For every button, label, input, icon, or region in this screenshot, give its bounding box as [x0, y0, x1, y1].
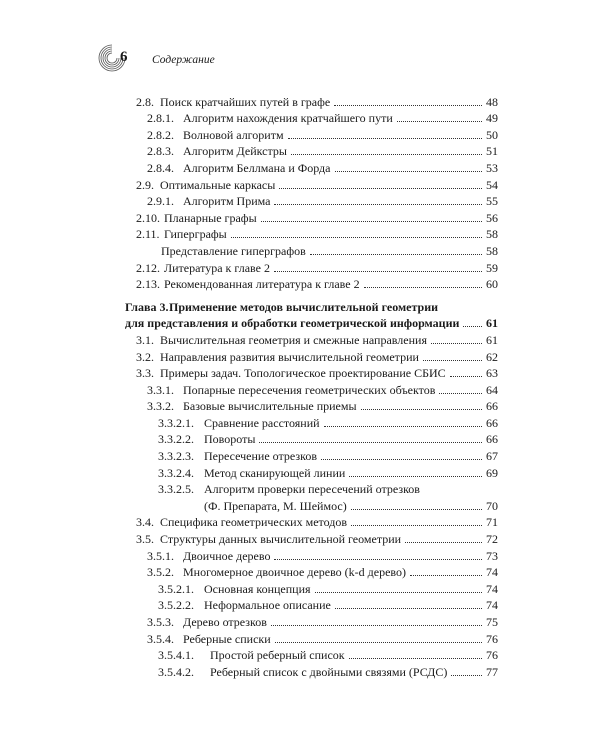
toc-entry-number: 2.8.1.	[147, 111, 174, 126]
toc-page-number: 63	[486, 366, 498, 381]
toc-page-number: 62	[486, 349, 498, 364]
toc-entry-title: Основная концепция	[204, 581, 311, 596]
toc-page-number: 66	[486, 432, 498, 447]
toc-dot-leader	[279, 188, 482, 189]
toc-page-number: 64	[486, 382, 498, 397]
toc-dot-leader	[271, 625, 482, 626]
toc-entry-title: Алгоритм проверки пересечений отрезков	[204, 482, 420, 497]
toc-dot-leader	[351, 525, 482, 526]
toc-entry[interactable]	[125, 158, 498, 175]
toc-entry[interactable]	[125, 208, 498, 225]
toc-entry-title: Алгоритм нахождения кратчайшего пути	[183, 111, 393, 126]
toc-dot-leader	[310, 254, 482, 255]
toc-entry[interactable]	[125, 413, 498, 430]
toc-page-number: 49	[486, 111, 498, 126]
toc-entry-title: Алгоритм Прима	[183, 194, 271, 209]
toc-entry-title: Реберный список с двойными связями (РСДС)	[210, 664, 448, 679]
toc-dot-leader	[291, 154, 482, 155]
toc-entry-title: Попарные пересечения геометрических объектов	[183, 382, 436, 397]
toc-dot-leader	[451, 675, 482, 676]
toc-entry-title: Примеры задач. Топологическое проектирование СБИС	[160, 366, 446, 381]
toc-entry[interactable]	[125, 446, 498, 463]
toc-entry[interactable]	[125, 397, 498, 414]
toc-entry-title: Направления развития вычислительной геометрии	[160, 349, 419, 364]
toc-entry-number: 3.3.	[136, 366, 154, 381]
toc-entry-number: 3.5.1.	[147, 548, 174, 563]
toc-entry-title: Специфика геометрических методов	[160, 515, 348, 530]
toc-page-number: 71	[486, 515, 498, 530]
toc-dot-leader	[439, 393, 482, 394]
toc-page-number: 73	[486, 548, 498, 563]
toc-entry-number: 3.5.2.2.	[158, 598, 194, 613]
toc-page-number: 72	[486, 532, 498, 547]
toc-entry-number: 3.3.1.	[147, 382, 174, 397]
toc-dot-leader	[259, 442, 482, 443]
toc-page-number: 75	[486, 615, 498, 629]
toc-entry[interactable]	[125, 646, 498, 663]
toc-entry-number: 2.9.	[136, 177, 154, 192]
toc-entry-title: Оптимальные каркасы	[160, 177, 276, 192]
toc-entry-title: Сравнение расстояний	[204, 415, 320, 430]
toc-entry[interactable]	[125, 175, 498, 192]
toc-entry-title: (Ф. Препарата, М. Шеймос)	[204, 498, 347, 513]
toc-dot-leader	[351, 509, 482, 510]
toc-page-number: 61	[486, 332, 498, 347]
toc-page-number: 61	[486, 316, 498, 331]
toc-entry[interactable]	[125, 125, 498, 142]
toc-entry[interactable]	[125, 347, 498, 364]
toc-dot-leader	[335, 171, 483, 172]
toc-page-number: 48	[486, 94, 498, 109]
toc-entry-number: 3.5.	[136, 532, 154, 547]
toc-entry-number: 3.2.	[136, 349, 154, 364]
toc-entry[interactable]	[125, 612, 498, 629]
toc-page-number: 76	[486, 631, 498, 646]
toc-page-number: 60	[486, 277, 498, 292]
toc-entry[interactable]	[125, 529, 498, 546]
toc-entry[interactable]	[125, 629, 498, 646]
toc-entry-title: Представление гиперграфов	[161, 243, 306, 258]
toc-entry-title: Реберные списки	[183, 631, 271, 646]
toc-dot-leader	[405, 542, 482, 543]
toc-entry-title: Базовые вычислительные приемы	[183, 399, 357, 414]
toc-entry-title: Метод сканирующей линии	[204, 465, 346, 480]
toc-entry-title: Вычислительная геометрия и смежные направления	[160, 332, 427, 347]
toc-page-number: 74	[486, 598, 498, 613]
toc-entry-title: Двоичное дерево	[183, 548, 271, 563]
toc-dot-leader	[349, 476, 482, 477]
toc-dot-leader	[423, 360, 482, 361]
toc-page-number: 58	[486, 227, 498, 242]
toc-entry[interactable]	[125, 380, 498, 397]
toc-entry[interactable]	[125, 330, 498, 347]
toc-dot-leader	[274, 559, 482, 560]
toc-entry-title: для представления и обработки геометрической информации	[125, 316, 460, 331]
toc-entry-number: 3.3.2.2.	[158, 432, 194, 447]
toc-entry-number: 2.8.4.	[147, 160, 174, 175]
toc-dot-leader	[315, 592, 482, 593]
toc-entry[interactable]	[125, 496, 498, 513]
toc-entry-number: 3.3.2.	[147, 399, 174, 414]
toc-page-number: 67	[486, 449, 498, 464]
toc-entry-title: Гиперграфы	[164, 227, 227, 242]
toc-page-number: 66	[486, 399, 498, 414]
toc-entry-title: Планарные графы	[164, 210, 257, 225]
toc-entry-title: Применение методов вычислительной геометрии	[169, 299, 439, 314]
toc-entry-number: 3.5.2.1.	[158, 581, 194, 596]
toc-dot-leader	[275, 642, 482, 643]
toc-page-number: 50	[486, 127, 498, 142]
toc-entry-number: 3.5.4.	[147, 631, 174, 646]
toc-page-number: 74	[486, 581, 498, 596]
toc-dot-leader	[364, 287, 482, 288]
toc-entry-number: 3.5.3.	[147, 615, 174, 629]
toc-entry-number: 3.1.	[136, 332, 154, 347]
table-of-contents	[125, 92, 498, 679]
toc-entry-number: 3.3.2.1.	[158, 415, 194, 430]
toc-entry-title: Многомерное двоичное дерево (k-d дерево)	[183, 565, 407, 580]
toc-entry-title: Пересечение отрезков	[204, 449, 317, 464]
toc-dot-leader	[410, 575, 482, 576]
toc-entry-title: Рекомендованная литература к главе 2	[164, 277, 360, 292]
toc-entry-number: 2.9.1.	[147, 194, 174, 209]
toc-entry-number: 3.3.2.5.	[158, 482, 194, 497]
toc-entry-number: 3.3.2.4.	[158, 465, 194, 480]
running-title: Содержание	[152, 54, 215, 66]
toc-dot-leader	[324, 426, 482, 427]
toc-dot-leader	[335, 608, 482, 609]
page-header	[92, 42, 512, 74]
toc-entry-number: 3.4.	[136, 515, 154, 530]
toc-page-number: 76	[486, 648, 498, 663]
toc-entry[interactable]	[125, 480, 498, 497]
toc-entry[interactable]	[125, 364, 498, 381]
page-number: 6	[120, 49, 128, 65]
toc-dot-leader	[261, 221, 482, 222]
toc-page-number: 54	[486, 177, 498, 192]
toc-dot-leader	[450, 376, 482, 377]
toc-entry-title: Структуры данных вычислительной геометрии	[160, 532, 402, 547]
toc-entry[interactable]	[125, 579, 498, 596]
toc-entry-number: 2.10.	[136, 210, 160, 225]
toc-page-number: 53	[486, 160, 498, 175]
toc-entry[interactable]	[125, 275, 498, 292]
toc-page-number: 58	[486, 243, 498, 258]
toc-dot-leader	[274, 204, 482, 205]
toc-entry[interactable]	[125, 92, 498, 109]
toc-entry-number: 3.5.2.	[147, 565, 174, 580]
toc-entry[interactable]	[125, 513, 498, 530]
toc-page-number: 51	[486, 144, 498, 159]
toc-page-number: 59	[486, 260, 498, 275]
toc-entry-number: 3.5.4.2.	[158, 664, 194, 679]
toc-entry[interactable]	[125, 192, 498, 209]
toc-entry-title: Волновой алгоритм	[183, 127, 284, 142]
toc-entry-number: 2.13.	[136, 277, 160, 292]
toc-entry[interactable]	[125, 241, 498, 258]
toc-entry[interactable]	[125, 225, 498, 242]
toc-entry-title: Поиск кратчайших путей в графе	[160, 94, 331, 109]
toc-page-number: 77	[486, 664, 498, 679]
toc-page-number: 55	[486, 194, 498, 209]
toc-dot-leader	[274, 271, 482, 272]
toc-entry[interactable]	[125, 563, 498, 580]
toc-dot-leader	[231, 237, 482, 238]
toc-entry[interactable]	[125, 430, 498, 447]
toc-entry[interactable]	[125, 546, 498, 563]
toc-entry-title: Алгоритм Дейкстры	[183, 144, 287, 159]
toc-entry-number: 2.8.2.	[147, 127, 174, 142]
toc-entry-title: Дерево отрезков	[183, 615, 267, 629]
toc-entry[interactable]	[125, 297, 498, 314]
toc-dot-leader	[334, 105, 482, 106]
toc-entry[interactable]	[125, 463, 498, 480]
toc-entry-number: 2.8.3.	[147, 144, 174, 159]
toc-dot-leader	[349, 658, 482, 659]
toc-dot-leader	[463, 326, 482, 327]
toc-entry-number: 3.3.2.3.	[158, 449, 194, 464]
toc-entry-title: Неформальное описание	[204, 598, 331, 613]
toc-entry-title: Алгоритм Беллмана и Форда	[183, 160, 331, 175]
toc-page-number: 70	[486, 498, 498, 513]
toc-entry-title: Повороты	[204, 432, 256, 447]
toc-entry[interactable]	[125, 109, 498, 126]
toc-page-number: 56	[486, 210, 498, 225]
toc-dot-leader	[431, 343, 482, 344]
toc-entry[interactable]	[125, 142, 498, 159]
toc-page-number: 69	[486, 465, 498, 480]
toc-entry-number: 2.8.	[136, 94, 154, 109]
toc-entry[interactable]	[125, 314, 498, 331]
toc-dot-leader	[397, 121, 482, 122]
toc-entry-number: 2.12.	[136, 260, 160, 275]
toc-page-number: 74	[486, 565, 498, 580]
toc-entry-number: 2.11.	[136, 227, 160, 242]
toc-dot-leader	[361, 409, 482, 410]
toc-entry-number: Глава 3.	[125, 299, 169, 314]
toc-page-number: 66	[486, 415, 498, 430]
toc-entry-number: 3.5.4.1.	[158, 648, 194, 663]
toc-dot-leader	[288, 138, 482, 139]
toc-entry[interactable]	[125, 258, 498, 275]
toc-entry[interactable]	[125, 662, 498, 679]
toc-entry-title: Простой реберный список	[210, 648, 345, 663]
toc-entry[interactable]	[125, 596, 498, 613]
toc-dot-leader	[321, 459, 482, 460]
toc-entry-title: Литература к главе 2	[164, 260, 270, 275]
